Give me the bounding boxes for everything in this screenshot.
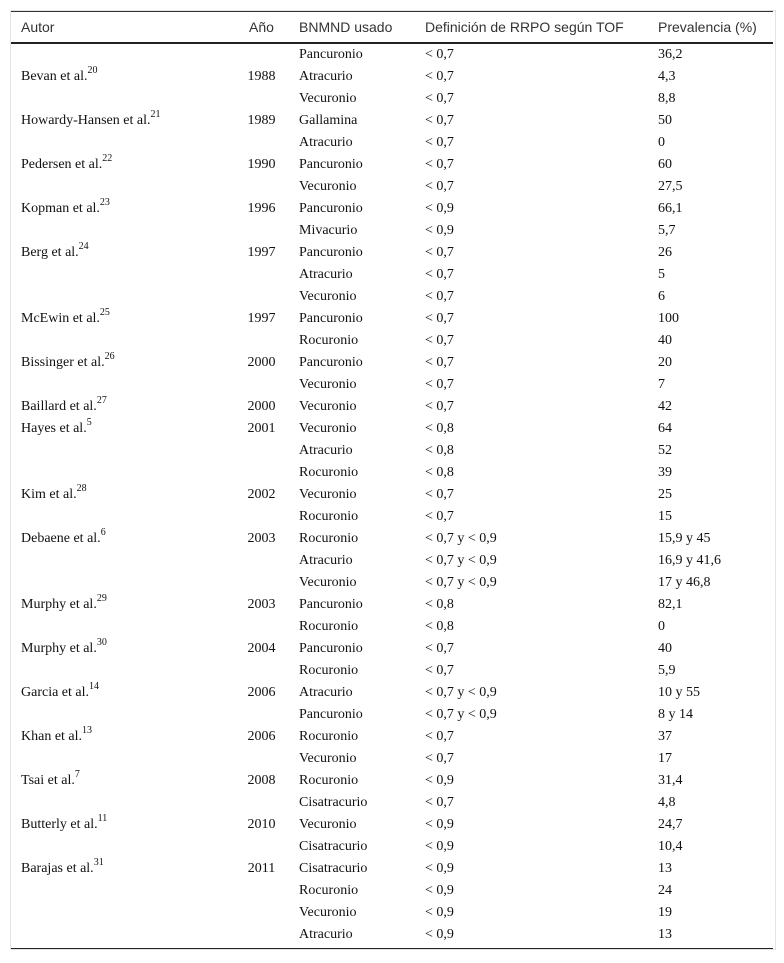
- cell-anio: [224, 286, 299, 308]
- cell-anio: 2006: [247, 728, 276, 744]
- cell-bnmnd: Pancuronio: [299, 46, 363, 62]
- cell-anio: [224, 374, 299, 396]
- cell-definicion: < 0,7: [425, 508, 454, 524]
- table-row: [11, 374, 773, 396]
- cell-bnmnd: Pancuronio: [299, 354, 363, 370]
- cell-autor: [11, 638, 224, 660]
- cell-definicion: < 0,7: [425, 794, 454, 810]
- cell-autor: [11, 506, 224, 528]
- cell-anio: [224, 836, 299, 858]
- cell-bnmnd: Pancuronio: [299, 244, 363, 260]
- table-row: [11, 43, 773, 66]
- cell-bnmnd: Rocuronio: [299, 508, 359, 524]
- cell-bnmnd: Atracurio: [299, 442, 353, 458]
- cell-bnmnd: Vecuronio: [299, 574, 357, 590]
- cell-definicion: < 0,7: [425, 68, 454, 84]
- cell-bnmnd: Atracurio: [299, 552, 353, 568]
- author-reference: 27: [96, 394, 107, 406]
- table-row: [11, 66, 773, 88]
- cell-anio: [224, 616, 299, 638]
- table-row: [11, 594, 773, 616]
- cell-prevalencia: 4,3: [658, 68, 676, 84]
- header-prevalencia: Prevalencia (%): [658, 12, 773, 43]
- cell-prevalencia: 19: [658, 904, 672, 920]
- table-row: [11, 924, 773, 949]
- cell-autor: [11, 43, 224, 66]
- cell-anio: 1997: [247, 310, 276, 326]
- cell-autor: [11, 726, 224, 748]
- cell-autor: [11, 660, 224, 682]
- cell-autor: [11, 792, 224, 814]
- cell-bnmnd: Vecuronio: [299, 816, 357, 832]
- table-row: [11, 638, 773, 660]
- table-row: [11, 418, 773, 440]
- cell-bnmnd: Pancuronio: [299, 596, 363, 612]
- cell-autor: [11, 440, 224, 462]
- cell-autor: [11, 528, 224, 550]
- cell-definicion: < 0,7: [425, 376, 454, 392]
- cell-anio: [224, 880, 299, 902]
- cell-anio: 2001: [247, 420, 276, 436]
- cell-prevalencia: 15,9 y 45: [658, 530, 711, 546]
- author-name: Debaene et al.: [21, 530, 101, 546]
- table-row: [11, 264, 773, 286]
- cell-definicion: < 0,9: [425, 882, 454, 898]
- cell-autor: [11, 484, 224, 506]
- cell-bnmnd: Gallamina: [299, 112, 358, 128]
- table-row: [11, 572, 773, 594]
- cell-prevalencia: 26: [658, 244, 672, 260]
- cell-prevalencia: 52: [658, 442, 672, 458]
- cell-prevalencia: 64: [658, 420, 672, 436]
- author-name: Kopman et al.: [21, 200, 100, 216]
- cell-definicion: < 0,7: [425, 398, 454, 414]
- cell-prevalencia: 0: [658, 134, 665, 150]
- cell-definicion: < 0,9: [425, 838, 454, 854]
- cell-autor: [11, 924, 224, 949]
- cell-prevalencia: 13: [658, 860, 672, 876]
- cell-bnmnd: Vecuronio: [299, 376, 357, 392]
- cell-bnmnd: Pancuronio: [299, 310, 363, 326]
- cell-autor: [11, 176, 224, 198]
- cell-bnmnd: Cisatracurio: [299, 860, 368, 876]
- cell-autor: [11, 704, 224, 726]
- cell-anio: [224, 43, 299, 66]
- cell-anio: [224, 792, 299, 814]
- cell-definicion: < 0,9: [425, 924, 658, 949]
- cell-definicion: < 0,7: [425, 134, 454, 150]
- table-row: [11, 242, 773, 264]
- cell-definicion: < 0,7: [425, 332, 454, 348]
- cell-prevalencia: 39: [658, 464, 672, 480]
- cell-autor: [11, 286, 224, 308]
- table-row: [11, 110, 773, 132]
- cell-definicion: < 0,7: [425, 46, 454, 62]
- cell-bnmnd: Atracurio: [299, 684, 353, 700]
- cell-prevalencia: 16,9 y 41,6: [658, 552, 721, 568]
- cell-prevalencia: 36,2: [658, 46, 683, 62]
- cell-anio: [224, 330, 299, 352]
- table-row: [11, 330, 773, 352]
- table-row: [11, 858, 773, 880]
- table-row: [11, 396, 773, 418]
- cell-autor: [11, 374, 224, 396]
- cell-definicion: < 0,7: [425, 178, 454, 194]
- table-row: [11, 748, 773, 770]
- cell-prevalencia: 60: [658, 156, 672, 172]
- cell-anio: [224, 176, 299, 198]
- cell-autor: [11, 418, 224, 440]
- cell-autor: [11, 242, 224, 264]
- cell-anio: 1997: [247, 244, 276, 260]
- author-name: Tsai et al.: [21, 772, 75, 788]
- table-row: [11, 506, 773, 528]
- table-row: [11, 704, 773, 726]
- cell-autor: [11, 88, 224, 110]
- author-reference: 24: [78, 240, 89, 252]
- cell-autor: [11, 902, 224, 924]
- table-row: [11, 154, 773, 176]
- header-anio: Año: [224, 12, 299, 43]
- author-reference: 26: [104, 350, 115, 362]
- author-name: Butterly et al.: [21, 816, 98, 832]
- cell-anio: [224, 132, 299, 154]
- table-row: [11, 770, 773, 792]
- cell-definicion: < 0,7: [425, 288, 454, 304]
- author-reference: 31: [93, 856, 104, 868]
- cell-definicion: < 0,8: [425, 618, 454, 634]
- header-definicion: Definición de RRPO según TOF: [425, 12, 658, 43]
- cell-autor: [11, 616, 224, 638]
- cell-autor: [11, 308, 224, 330]
- table-row: [11, 682, 773, 704]
- cell-anio: 1988: [247, 68, 276, 84]
- cell-prevalencia: 17 y 46,8: [658, 574, 711, 590]
- author-name: Bevan et al.: [21, 68, 88, 84]
- cell-anio: 2004: [247, 640, 276, 656]
- cell-prevalencia: 8 y 14: [658, 706, 693, 722]
- cell-definicion: < 0,8: [425, 442, 454, 458]
- cell-anio: [224, 748, 299, 770]
- author-name: Kim et al.: [21, 486, 77, 502]
- cell-definicion: < 0,7: [425, 112, 454, 128]
- cell-anio: [224, 506, 299, 528]
- cell-prevalencia: 6: [658, 288, 665, 304]
- table-row: [11, 220, 773, 242]
- cell-autor: [11, 550, 224, 572]
- cell-definicion: < 0,7 y < 0,9: [425, 684, 497, 700]
- cell-anio: [224, 660, 299, 682]
- cell-bnmnd: Rocuronio: [299, 662, 359, 678]
- cell-bnmnd: Atracurio: [299, 266, 353, 282]
- cell-bnmnd: Rocuronio: [299, 332, 359, 348]
- author-reference: 28: [76, 482, 87, 494]
- cell-anio: [224, 550, 299, 572]
- cell-prevalencia: 7: [658, 376, 665, 392]
- cell-bnmnd: Pancuronio: [299, 200, 363, 216]
- author-reference: 7: [74, 768, 80, 780]
- cell-anio: [224, 462, 299, 484]
- author-reference: 30: [96, 636, 107, 648]
- cell-autor: [11, 748, 224, 770]
- cell-prevalencia: 100: [658, 310, 679, 326]
- cell-autor: [11, 264, 224, 286]
- cell-anio: 2000: [247, 398, 276, 414]
- cell-definicion: < 0,7: [425, 728, 454, 744]
- author-name: Murphy et al.: [21, 596, 97, 612]
- cell-definicion: < 0,7: [425, 640, 454, 656]
- cell-definicion: < 0,9: [425, 772, 454, 788]
- cell-bnmnd: Rocuronio: [299, 882, 359, 898]
- cell-anio: 1989: [247, 112, 276, 128]
- table-row: [11, 836, 773, 858]
- cell-definicion: < 0,7: [425, 662, 454, 678]
- cell-definicion: < 0,9: [425, 222, 454, 238]
- author-name: Murphy et al.: [21, 640, 97, 656]
- cell-prevalencia: 37: [658, 728, 672, 744]
- cell-prevalencia: 0: [658, 618, 665, 634]
- table-row: [11, 176, 773, 198]
- author-reference: 23: [99, 196, 110, 208]
- cell-autor: [11, 110, 224, 132]
- cell-prevalencia: 24,7: [658, 816, 683, 832]
- cell-prevalencia: 5,9: [658, 662, 676, 678]
- author-name: Khan et al.: [21, 728, 83, 744]
- cell-prevalencia: 82,1: [658, 596, 683, 612]
- table-body: [11, 43, 773, 949]
- cell-autor: [11, 836, 224, 858]
- header-bnmnd: BNMND usado: [299, 12, 425, 43]
- cell-autor: [11, 462, 224, 484]
- cell-definicion: < 0,7: [425, 244, 454, 260]
- cell-autor: [11, 682, 224, 704]
- cell-anio: 2002: [247, 486, 276, 502]
- cell-anio: [224, 264, 299, 286]
- table-row: [11, 550, 773, 572]
- cell-autor: [11, 154, 224, 176]
- cell-prevalencia: 13: [658, 924, 773, 949]
- table-row: [11, 88, 773, 110]
- table-row: [11, 792, 773, 814]
- cell-anio: [224, 704, 299, 726]
- author-reference: 5: [86, 416, 92, 428]
- cell-autor: [11, 880, 224, 902]
- cell-bnmnd: Cisatracurio: [299, 838, 368, 854]
- table-row: [11, 308, 773, 330]
- cell-prevalencia: 4,8: [658, 794, 676, 810]
- prevalence-table: [11, 11, 773, 949]
- cell-prevalencia: 15: [658, 508, 672, 524]
- table-row: [11, 880, 773, 902]
- cell-bnmnd: Cisatracurio: [299, 794, 368, 810]
- cell-autor: [11, 770, 224, 792]
- cell-definicion: < 0,7: [425, 266, 454, 282]
- cell-anio: 2003: [247, 530, 276, 546]
- cell-anio: [224, 572, 299, 594]
- cell-anio: [224, 902, 299, 924]
- table-row: [11, 440, 773, 462]
- author-reference: 20: [87, 64, 98, 76]
- cell-anio: [224, 220, 299, 242]
- cell-bnmnd: Vecuronio: [299, 904, 357, 920]
- cell-anio: [224, 440, 299, 462]
- cell-bnmnd: Mivacurio: [299, 222, 358, 238]
- cell-autor: [11, 594, 224, 616]
- author-name: Howardy-Hansen et al.: [21, 112, 151, 128]
- cell-definicion: < 0,7: [425, 156, 454, 172]
- cell-definicion: < 0,7 y < 0,9: [425, 530, 497, 546]
- cell-autor: [11, 66, 224, 88]
- author-reference: 25: [99, 306, 110, 318]
- cell-definicion: < 0,7 y < 0,9: [425, 574, 497, 590]
- cell-prevalencia: 66,1: [658, 200, 683, 216]
- author-name: Garcia et al.: [21, 684, 90, 700]
- cell-bnmnd: Rocuronio: [299, 728, 359, 744]
- cell-definicion: < 0,7: [425, 310, 454, 326]
- cell-prevalencia: 8,8: [658, 90, 676, 106]
- cell-anio: 2008: [247, 772, 276, 788]
- author-reference: 21: [150, 108, 161, 120]
- header-row: [11, 12, 773, 43]
- cell-anio: 2010: [247, 816, 276, 832]
- author-name: Pedersen et al.: [21, 156, 103, 172]
- cell-definicion: < 0,9: [425, 860, 454, 876]
- cell-anio: 2011: [247, 860, 276, 876]
- cell-prevalencia: 25: [658, 486, 672, 502]
- table-header: [11, 12, 773, 43]
- author-reference: 22: [102, 152, 113, 164]
- author-name: Bissinger et al.: [21, 354, 105, 370]
- cell-bnmnd: Pancuronio: [299, 706, 363, 722]
- cell-bnmnd: Atracurio: [299, 924, 425, 949]
- cell-autor: [11, 396, 224, 418]
- table-row: [11, 198, 773, 220]
- cell-bnmnd: Rocuronio: [299, 618, 359, 634]
- cell-prevalencia: 10 y 55: [658, 684, 700, 700]
- cell-anio: 2003: [247, 596, 276, 612]
- cell-autor: [11, 132, 224, 154]
- cell-prevalencia: 42: [658, 398, 672, 414]
- cell-bnmnd: Rocuronio: [299, 530, 359, 546]
- table-row: [11, 484, 773, 506]
- cell-definicion: < 0,7 y < 0,9: [425, 552, 497, 568]
- cell-bnmnd: Pancuronio: [299, 156, 363, 172]
- cell-bnmnd: Vecuronio: [299, 420, 357, 436]
- cell-bnmnd: Vecuronio: [299, 90, 357, 106]
- cell-definicion: < 0,7: [425, 750, 454, 766]
- author-reference: 13: [82, 724, 93, 736]
- cell-definicion: < 0,9: [425, 904, 454, 920]
- cell-definicion: < 0,7: [425, 354, 454, 370]
- cell-prevalencia: 5: [658, 266, 665, 282]
- cell-prevalencia: 10,4: [658, 838, 683, 854]
- table-row: [11, 726, 773, 748]
- author-reference: 14: [89, 680, 100, 692]
- cell-definicion: < 0,7: [425, 486, 454, 502]
- author-reference: 6: [100, 526, 106, 538]
- cell-prevalencia: 5,7: [658, 222, 676, 238]
- author-reference: 29: [96, 592, 107, 604]
- cell-prevalencia: 50: [658, 112, 672, 128]
- author-name: Berg et al.: [21, 244, 79, 260]
- cell-definicion: < 0,8: [425, 596, 454, 612]
- cell-autor: [11, 572, 224, 594]
- cell-bnmnd: Rocuronio: [299, 772, 359, 788]
- cell-definicion: < 0,8: [425, 420, 454, 436]
- cell-anio: 1996: [247, 200, 276, 216]
- cell-autor: [11, 220, 224, 242]
- cell-bnmnd: Pancuronio: [299, 640, 363, 656]
- cell-prevalencia: 20: [658, 354, 672, 370]
- cell-prevalencia: 40: [658, 640, 672, 656]
- author-name: Baillard et al.: [21, 398, 97, 414]
- cell-autor: [11, 352, 224, 374]
- cell-bnmnd: Vecuronio: [299, 178, 357, 194]
- cell-definicion: < 0,8: [425, 464, 454, 480]
- cell-autor: [11, 858, 224, 880]
- table-row: [11, 286, 773, 308]
- cell-definicion: < 0,7 y < 0,9: [425, 706, 497, 722]
- cell-anio: [224, 924, 299, 949]
- cell-anio: 1990: [247, 156, 276, 172]
- author-name: Hayes et al.: [21, 420, 87, 436]
- cell-prevalencia: 27,5: [658, 178, 683, 194]
- cell-bnmnd: Vecuronio: [299, 288, 357, 304]
- header-autor: Autor: [11, 12, 224, 43]
- cell-prevalencia: 17: [658, 750, 672, 766]
- table-row: [11, 814, 773, 836]
- table-row: [11, 660, 773, 682]
- cell-prevalencia: 40: [658, 332, 672, 348]
- cell-definicion: < 0,9: [425, 816, 454, 832]
- cell-bnmnd: Atracurio: [299, 134, 353, 150]
- cell-autor: [11, 814, 224, 836]
- cell-bnmnd: Rocuronio: [299, 464, 359, 480]
- cell-prevalencia: 24: [658, 882, 672, 898]
- cell-autor: [11, 198, 224, 220]
- cell-prevalencia: 31,4: [658, 772, 683, 788]
- cell-anio: 2000: [247, 354, 276, 370]
- author-name: McEwin et al.: [21, 310, 100, 326]
- table-row: [11, 352, 773, 374]
- table-row: [11, 462, 773, 484]
- author-reference: 11: [97, 812, 108, 824]
- table-row: [11, 902, 773, 924]
- cell-definicion: < 0,9: [425, 200, 454, 216]
- table-row: [11, 616, 773, 638]
- cell-anio: 2006: [247, 684, 276, 700]
- cell-bnmnd: Vecuronio: [299, 486, 357, 502]
- table-row: [11, 132, 773, 154]
- table-row: [11, 528, 773, 550]
- cell-bnmnd: Vecuronio: [299, 398, 357, 414]
- author-name: Barajas et al.: [21, 860, 94, 876]
- cell-definicion: < 0,7: [425, 90, 454, 106]
- cell-anio: [224, 88, 299, 110]
- cell-bnmnd: Atracurio: [299, 68, 353, 84]
- cell-bnmnd: Vecuronio: [299, 750, 357, 766]
- cell-autor: [11, 330, 224, 352]
